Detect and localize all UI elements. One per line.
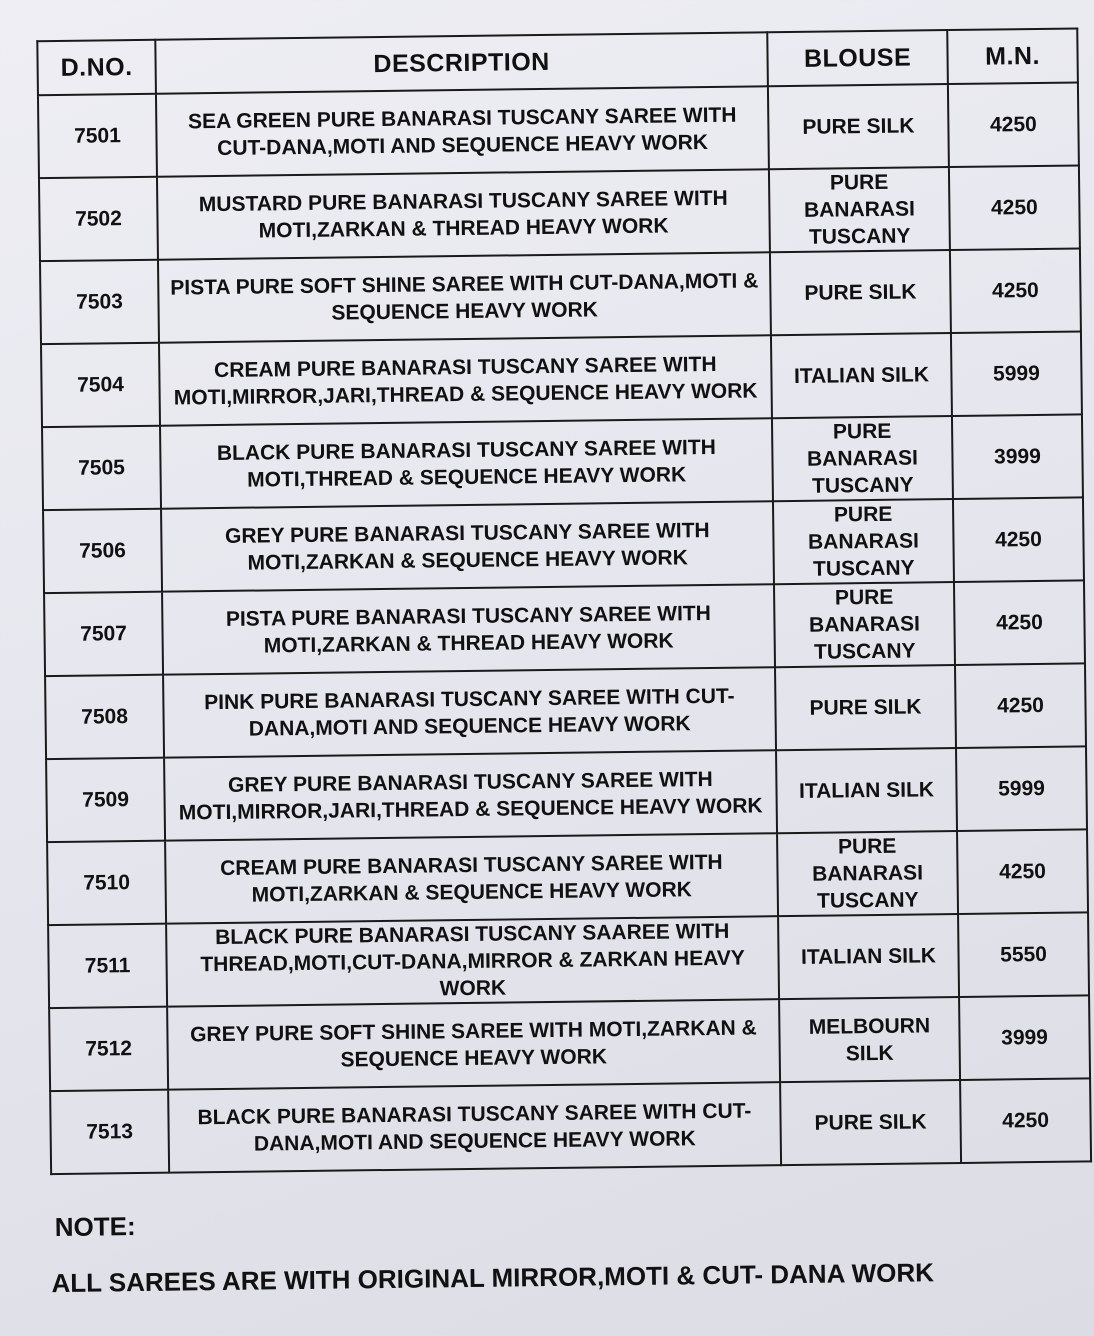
- table-row: [41, 331, 1082, 427]
- cell-blouse: PURE SILK: [780, 1080, 961, 1165]
- cell-description: CREAM PURE BANARASI TUSCANY SAREE WITH MOTI,ZARKAN & SEQUENCE HEAVY WORK: [165, 833, 778, 923]
- cell-blouse: ITALIAN SILK: [771, 333, 952, 418]
- cell-description: BLACK PURE BANARASI TUSCANY SAAREE WITH THREAD,MOTI,CUT-DANA,MIRROR & ZARKAN HEAVY WORK: [166, 916, 779, 1006]
- price-table: [36, 27, 1092, 1175]
- header-dno: D.NO.: [37, 40, 156, 95]
- cell-dno: 7501: [38, 94, 157, 178]
- header-description: DESCRIPTION: [155, 32, 768, 93]
- cell-description: BLACK PURE BANARASI TUSCANY SAREE WITH MOTI,THREAD & SEQUENCE HEAVY WORK: [160, 418, 773, 508]
- cell-dno: 7503: [40, 260, 159, 344]
- header-blouse: BLOUSE: [767, 30, 948, 86]
- cell-description: PISTA PURE BANARASI TUSCANY SAREE WITH MOTI,ZARKAN & THREAD HEAVY WORK: [162, 584, 775, 674]
- cell-mn: 3999: [952, 414, 1083, 499]
- header-mn: M.N.: [947, 28, 1078, 84]
- table-row: [43, 497, 1084, 593]
- note-title: NOTE:: [54, 1211, 136, 1243]
- cell-description: MUSTARD PURE BANARASI TUSCANY SAREE WITH MOTI,ZARKAN & THREAD HEAVY WORK: [157, 169, 770, 259]
- table-row: [39, 165, 1080, 261]
- cell-dno: 7502: [39, 177, 158, 261]
- cell-blouse: ITALIAN SILK: [778, 914, 959, 999]
- table-row: [45, 663, 1086, 759]
- table-row: [47, 829, 1088, 925]
- cell-description: GREY PURE BANARASI TUSCANY SAREE WITH MOTI,MIRROR,JARI,THREAD & SEQUENCE HEAVY WORK: [164, 750, 777, 840]
- cell-dno: 7511: [48, 924, 167, 1008]
- cell-mn: 5999: [956, 746, 1087, 831]
- cell-mn: 4250: [955, 663, 1086, 748]
- cell-dno: 7506: [43, 509, 162, 593]
- cell-mn: 5550: [958, 912, 1089, 997]
- cell-blouse: PURE SILK: [775, 665, 956, 750]
- table-row: [40, 248, 1081, 344]
- table-body: [38, 82, 1091, 1174]
- cell-mn: 4250: [949, 165, 1080, 250]
- cell-blouse: MELBOURN SILK: [779, 997, 960, 1082]
- table-row: [38, 82, 1079, 178]
- cell-mn: 4250: [950, 248, 1081, 333]
- table-row: [44, 580, 1085, 676]
- table-row: [48, 912, 1089, 1008]
- cell-description: GREY PURE SOFT SHINE SAREE WITH MOTI,ZARKAN & SEQUENCE HEAVY WORK: [167, 999, 780, 1089]
- cell-dno: 7508: [45, 675, 164, 759]
- cell-dno: 7507: [44, 592, 163, 676]
- cell-blouse: PURE BANARASI TUSCANY: [773, 499, 954, 584]
- cell-dno: 7505: [42, 426, 161, 510]
- cell-dno: 7512: [49, 1007, 168, 1091]
- cell-mn: 5999: [951, 331, 1082, 416]
- cell-blouse: PURE SILK: [770, 250, 951, 335]
- note-text: ALL SAREES ARE WITH ORIGINAL MIRROR,MOTI & CUT- DANA WORK: [51, 1257, 935, 1299]
- cell-mn: 4250: [960, 1078, 1091, 1163]
- table-row: [50, 1078, 1091, 1174]
- cell-dno: 7504: [41, 343, 160, 427]
- table-row: [49, 995, 1090, 1091]
- cell-description: SEA GREEN PURE BANARASI TUSCANY SAREE WITH CUT-DANA,MOTI AND SEQUENCE HEAVY WORK: [156, 86, 769, 176]
- cell-blouse: PURE BANARASI TUSCANY: [774, 582, 955, 667]
- cell-blouse: PURE BANARASI TUSCANY: [769, 167, 950, 252]
- cell-mn: 4250: [957, 829, 1088, 914]
- cell-mn: 4250: [953, 497, 1084, 582]
- cell-blouse: ITALIAN SILK: [776, 748, 957, 833]
- cell-description: BLACK PURE BANARASI TUSCANY SAREE WITH CUT-DANA,MOTI AND SEQUENCE HEAVY WORK: [168, 1082, 781, 1172]
- cell-dno: 7513: [50, 1090, 169, 1174]
- cell-mn: 4250: [954, 580, 1085, 665]
- cell-blouse: PURE BANARASI TUSCANY: [772, 416, 953, 501]
- cell-dno: 7510: [47, 841, 166, 925]
- cell-mn: 3999: [959, 995, 1090, 1080]
- table-row: [46, 746, 1087, 842]
- cell-description: PISTA PURE SOFT SHINE SAREE WITH CUT-DANA,MOTI & SEQUENCE HEAVY WORK: [158, 252, 771, 342]
- cell-blouse: PURE BANARASI TUSCANY: [777, 831, 958, 916]
- cell-mn: 4250: [948, 82, 1079, 167]
- cell-dno: 7509: [46, 758, 165, 842]
- cell-description: PINK PURE BANARASI TUSCANY SAREE WITH CUT-DANA,MOTI AND SEQUENCE HEAVY WORK: [163, 667, 776, 757]
- table-row: [42, 414, 1083, 510]
- cell-blouse: PURE SILK: [768, 84, 949, 169]
- cell-description: GREY PURE BANARASI TUSCANY SAREE WITH MOTI,ZARKAN & SEQUENCE HEAVY WORK: [161, 501, 774, 591]
- cell-description: CREAM PURE BANARASI TUSCANY SAREE WITH MOTI,MIRROR,JARI,THREAD & SEQUENCE HEAVY WORK: [159, 335, 772, 425]
